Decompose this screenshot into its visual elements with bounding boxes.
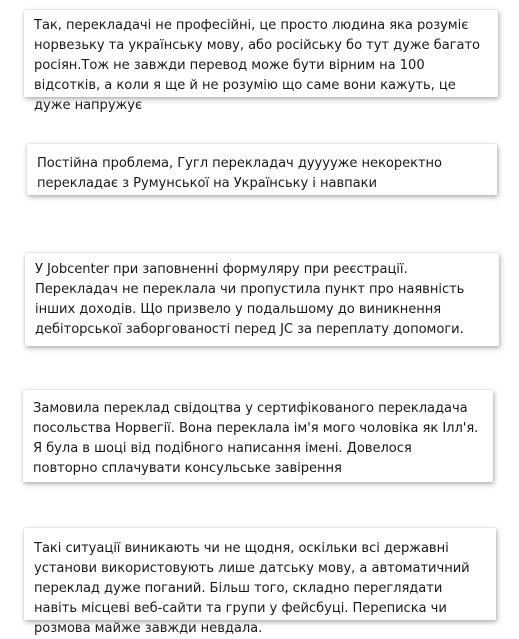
comment-card <box>24 10 498 113</box>
comment-card <box>25 253 499 346</box>
comment-text: Такі ситуації виникають чи не щодня, оскільки всі державні установи використовують лише датську мову, а автоматичний переклад дуже поганий. Більш того, складно переглядати навіть місцеві веб-сайти та групи у фейсбуці. Переписка чи розмова майже завжди невдала. <box>34 541 470 636</box>
comment-text: Так, перекладачі не професійні, це просто людина яка розуміє норвезьку та українську мову, або російську бо тут дуже багато росіян.Тож не завжди перевод може бути вірним на 100 відсотків, а коли я ще й не розумію що саме вони кажуть, це дуже напружує <box>34 18 481 113</box>
comment-text: Замовила переклад свідоцтва у сертифікованого перекладача посольства Норвегії. Вона переклала ім'я мого чоловіка як Ілл'я. Я була в шоці від подібного написання імені. Довелося повторно сплачувати консульське завірення <box>33 401 479 476</box>
comment-card <box>23 390 493 482</box>
comment-text: У Jobcenter при заповненні формуляру при реєстрації. Перекладач не переклала чи пропустила пункт про наявність інших доходів. Що призвело у подальшому до виникнення дебіторської заборгованості перед JC за переплату допомоги. <box>35 262 465 337</box>
comment-card <box>24 528 496 636</box>
comment-text: Постійна проблема, Гугл перекладач дууууже некоректно перекладає з Румунської на Українську і навпаки <box>37 156 443 191</box>
comment-card <box>27 144 497 195</box>
